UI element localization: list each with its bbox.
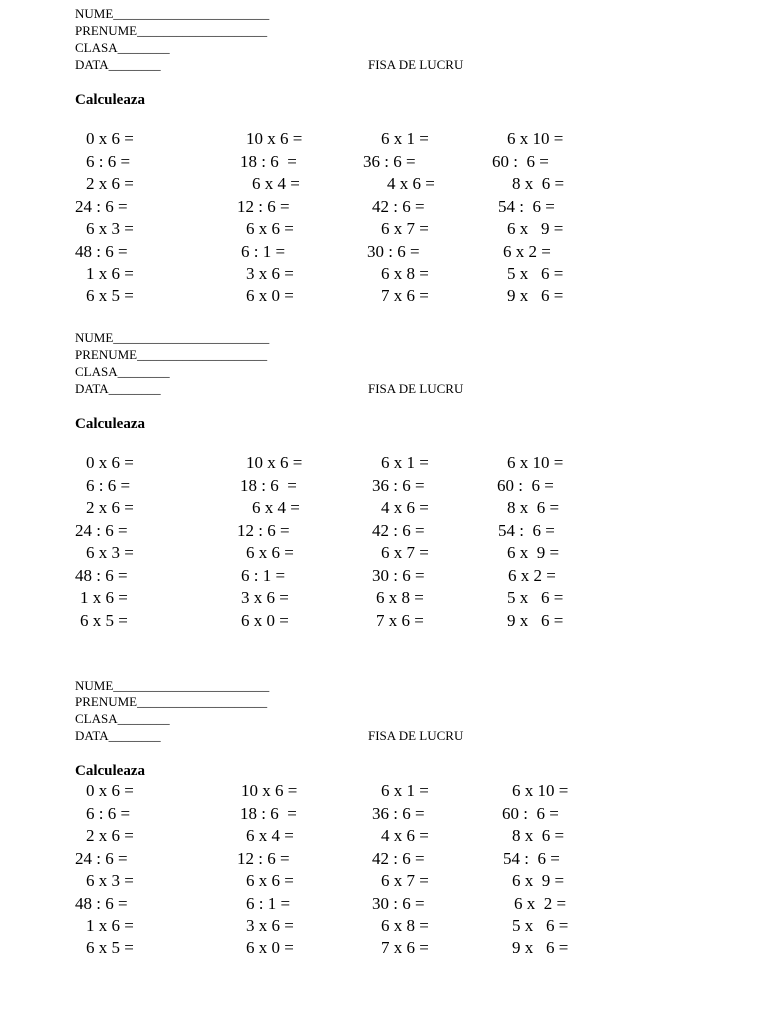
exercise-row (0, 804, 768, 826)
worksheet-title: FISA DE LUCRU (368, 57, 464, 72)
exercise: 3 x 6 = (246, 264, 294, 283)
exercise-row (0, 871, 768, 893)
exercise-row (0, 566, 768, 588)
exercise: 1 x 6 = (80, 588, 128, 607)
exercise: 6 x 9 = (512, 871, 565, 890)
exercise: 6 x 5 = (86, 286, 134, 305)
date-field: DATA________ (75, 381, 161, 396)
exercise-row (0, 938, 768, 960)
exercise-row (0, 219, 768, 241)
exercise-row (0, 197, 768, 219)
exercise: 6 x 3 = (86, 871, 134, 890)
exercise: 6 x 6 = (246, 871, 294, 890)
exercise: 6 x 4 = (246, 826, 294, 845)
exercise: 12 : 6 = (237, 849, 290, 868)
class-field: CLASA________ (75, 364, 170, 379)
exercise: 6 x 5 = (86, 938, 134, 957)
exercise: 30 : 6 = (372, 894, 425, 913)
exercise: 1 x 6 = (86, 264, 134, 283)
exercise-row (0, 894, 768, 916)
exercise: 24 : 6 = (75, 521, 128, 540)
exercise-heading: Calculeaza (75, 92, 145, 108)
exercise: 6 x 10 = (507, 129, 564, 148)
exercise: 6 : 1 = (246, 894, 291, 913)
exercise-row (0, 916, 768, 938)
exercise: 5 x 6 = (507, 264, 564, 283)
date-field: DATA________ (75, 57, 161, 72)
exercise: 6 x 8 = (381, 916, 429, 935)
exercise: 24 : 6 = (75, 849, 128, 868)
exercise-row (0, 498, 768, 520)
exercise: 6 x 1 = (381, 781, 429, 800)
exercise: 6 x 7 = (381, 219, 429, 238)
exercise-row (0, 521, 768, 543)
exercise: 3 x 6 = (246, 916, 294, 935)
exercise: 6 x 4 = (252, 498, 300, 517)
exercise: 18 : 6 = (240, 476, 297, 495)
exercise: 48 : 6 = (75, 566, 128, 585)
exercise-row (0, 476, 768, 498)
exercise: 4 x 6 = (381, 826, 429, 845)
exercise: 7 x 6 = (381, 286, 429, 305)
exercise: 2 x 6 = (86, 498, 134, 517)
exercise: 9 x 6 = (507, 286, 564, 305)
exercise: 10 x 6 = (246, 453, 303, 472)
name-field: NUME________________________ (75, 330, 270, 345)
exercise: 10 x 6 = (246, 129, 303, 148)
exercise: 60 : 6 = (502, 804, 559, 823)
exercise: 8 x 6 = (512, 826, 565, 845)
exercise: 5 x 6 = (507, 588, 564, 607)
exercise: 18 : 6 = (240, 804, 297, 823)
exercise: 54 : 6 = (498, 197, 555, 216)
exercise: 2 x 6 = (86, 174, 134, 193)
exercise: 6 x 1 = (381, 129, 429, 148)
exercise: 5 x 6 = (512, 916, 569, 935)
exercise: 48 : 6 = (75, 894, 128, 913)
exercise: 6 : 1 = (241, 242, 286, 261)
exercise: 12 : 6 = (237, 197, 290, 216)
exercise-row (0, 781, 768, 803)
exercise-row (0, 453, 768, 475)
exercise: 7 x 6 = (381, 938, 429, 957)
exercise: 6 x 3 = (86, 543, 134, 562)
exercise: 9 x 6 = (507, 611, 564, 630)
exercise: 42 : 6 = (372, 849, 425, 868)
exercise: 6 x 6 = (246, 219, 294, 238)
exercise: 18 : 6 = (240, 152, 297, 171)
exercise-row (0, 264, 768, 286)
exercise: 0 x 6 = (86, 129, 134, 148)
exercise: 1 x 6 = (86, 916, 134, 935)
exercise: 7 x 6 = (376, 611, 424, 630)
exercise-row (0, 174, 768, 196)
exercise: 0 x 6 = (86, 453, 134, 472)
exercise: 6 x 5 = (80, 611, 128, 630)
exercise: 60 : 6 = (497, 476, 554, 495)
exercise: 6 : 1 = (241, 566, 286, 585)
exercise: 6 x 10 = (512, 781, 569, 800)
exercise: 36 : 6 = (363, 152, 416, 171)
exercise: 60 : 6 = (492, 152, 549, 171)
exercise: 6 x 4 = (252, 174, 300, 193)
exercise: 24 : 6 = (75, 197, 128, 216)
exercise-row (0, 588, 768, 610)
exercise: 6 : 6 = (86, 476, 131, 495)
exercise-heading: Calculeaza (75, 416, 145, 432)
exercise: 30 : 6 = (372, 566, 425, 585)
exercise-row (0, 849, 768, 871)
exercise: 6 : 6 = (86, 804, 131, 823)
exercise: 6 x 0 = (246, 938, 294, 957)
name-field: NUME________________________ (75, 678, 270, 693)
exercise-row (0, 611, 768, 633)
exercise: 10 x 6 = (241, 781, 298, 800)
exercise: 6 x 9 = (507, 543, 560, 562)
exercise: 48 : 6 = (75, 242, 128, 261)
exercise: 4 x 6 = (387, 174, 435, 193)
exercise: 30 : 6 = (367, 242, 420, 261)
exercise: 54 : 6 = (498, 521, 555, 540)
exercise: 6 x 0 = (241, 611, 289, 630)
exercise: 6 x 8 = (381, 264, 429, 283)
exercise: 54 : 6 = (503, 849, 560, 868)
exercise: 36 : 6 = (372, 804, 425, 823)
exercise: 6 x 10 = (507, 453, 564, 472)
exercise: 4 x 6 = (381, 498, 429, 517)
exercise: 6 x 7 = (381, 871, 429, 890)
class-field: CLASA________ (75, 40, 170, 55)
exercise-row (0, 129, 768, 151)
exercise: 42 : 6 = (372, 197, 425, 216)
exercise: 8 x 6 = (507, 498, 560, 517)
exercise-row (0, 286, 768, 308)
exercise: 6 x 7 = (381, 543, 429, 562)
surname-field: PRENUME____________________ (75, 23, 268, 38)
exercise: 6 x 8 = (376, 588, 424, 607)
worksheet-title: FISA DE LUCRU (368, 381, 464, 396)
exercise: 6 x 1 = (381, 453, 429, 472)
exercise-row (0, 543, 768, 565)
exercise-row (0, 826, 768, 848)
exercise: 9 x 6 = (512, 938, 569, 957)
exercise: 0 x 6 = (86, 781, 134, 800)
exercise: 2 x 6 = (86, 826, 134, 845)
exercise: 6 x 2 = (508, 566, 556, 585)
surname-field: PRENUME____________________ (75, 347, 268, 362)
date-field: DATA________ (75, 728, 161, 743)
exercise-row (0, 242, 768, 264)
exercise: 36 : 6 = (372, 476, 425, 495)
exercise: 6 x 6 = (246, 543, 294, 562)
exercise: 6 x 3 = (86, 219, 134, 238)
exercise: 6 x 9 = (507, 219, 564, 238)
surname-field: PRENUME____________________ (75, 694, 268, 709)
worksheet-title: FISA DE LUCRU (368, 728, 464, 743)
exercise: 6 x 2 = (514, 894, 567, 913)
exercise: 12 : 6 = (237, 521, 290, 540)
exercise: 42 : 6 = (372, 521, 425, 540)
name-field: NUME________________________ (75, 6, 270, 21)
class-field: CLASA________ (75, 711, 170, 726)
exercise: 3 x 6 = (241, 588, 289, 607)
exercise: 8 x 6 = (512, 174, 565, 193)
exercise: 6 : 6 = (86, 152, 131, 171)
exercise: 6 x 2 = (503, 242, 551, 261)
exercise-row (0, 152, 768, 174)
exercise: 6 x 0 = (246, 286, 294, 305)
exercise-heading: Calculeaza (75, 763, 145, 779)
